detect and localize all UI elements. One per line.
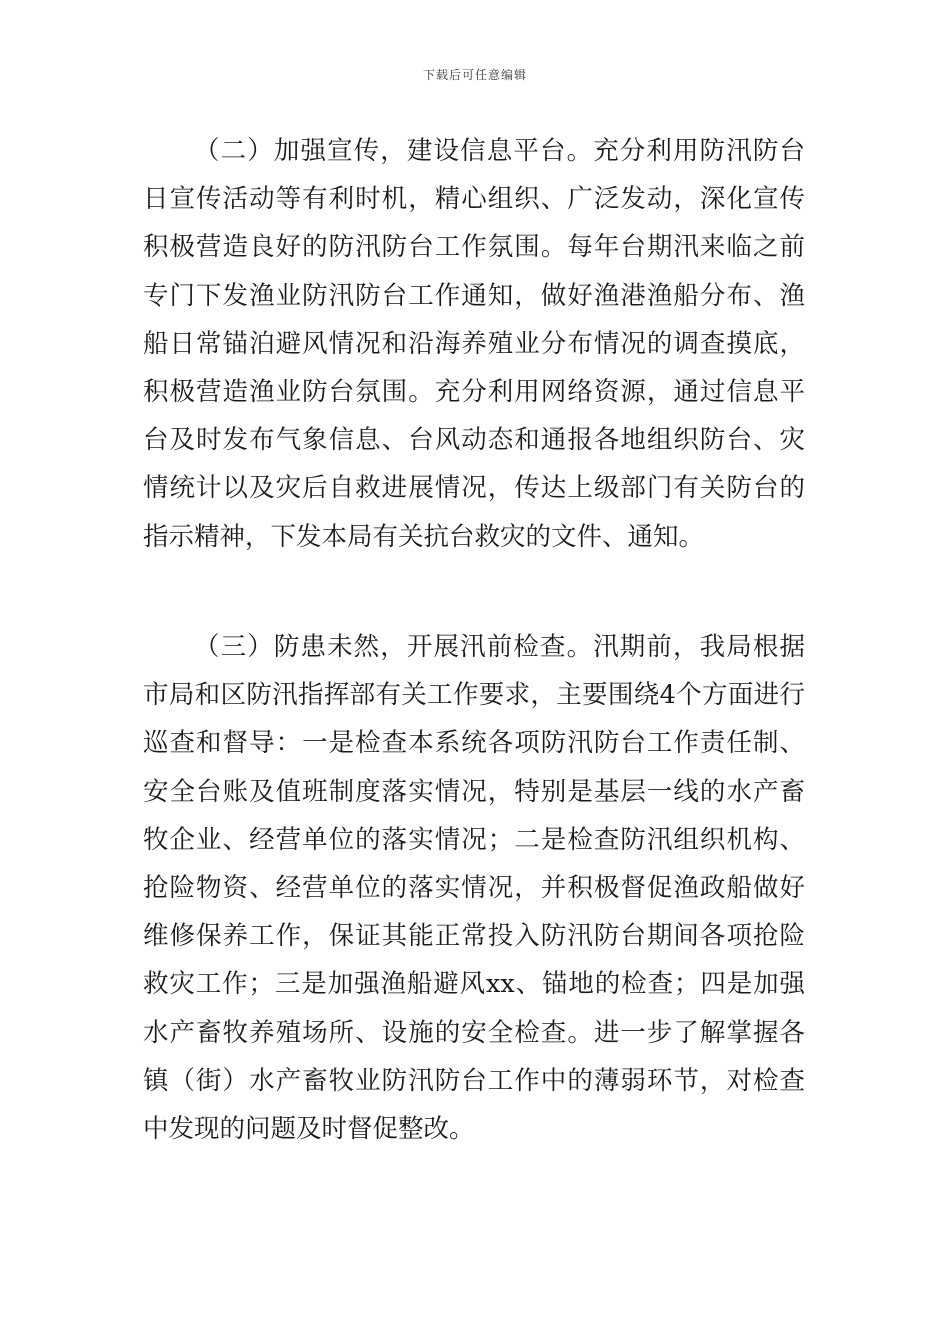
page-header-note: 下载后可任意编辑 xyxy=(422,68,527,82)
paragraph-pre-flood-inspection: （三）防患未然，开展汛前检查。汛期前，我局根据市局和区防汛指挥部有关工作要求，主要围绕4个方面进行巡查和督导：一是检查本系统各项防汛防台工作责任制、安全台账及值班制度落实情况，特别是基层一线的水产畜牧企业、经营单位的落实情况；二是检查防汛组织机构、抢险物资、经营单位的落实情况，并积极督促渔政船做好维修保养工作，保证其能正常投入防汛防台期间各项抢险救灾工作；三是加强渔船避风xx、锚地的检查；四是加强水产畜牧养殖场所、设施的安全检查。进一步了解掌握各镇（街）水产畜牧业防汛防台工作中的薄弱环节，对检查中发现的问题及时督促整改。 xyxy=(143,632,805,1145)
paragraph-publicity-platform: （二）加强宣传，建设信息平台。充分利用防汛防台日宣传活动等有利时机，精心组织、广泛发动，深化宣传积极营造良好的防汛防台工作氛围。每年台期汛来临之前专门下发渔业防汛防台工作通知，做好渔港渔船分布、渔船日常锚泊避风情况和沿海养殖业分布情况的调查摸底，积极营造渔业防台氛围。充分利用网络资源，通过信息平台及时发布气象信息、台风动态和通报各地组织防台、灾情统计以及灾后自救进展情况，传达上级部门有关防台的指示精神，下发本局有关抗台救灾的文件、通知。 xyxy=(143,136,805,552)
